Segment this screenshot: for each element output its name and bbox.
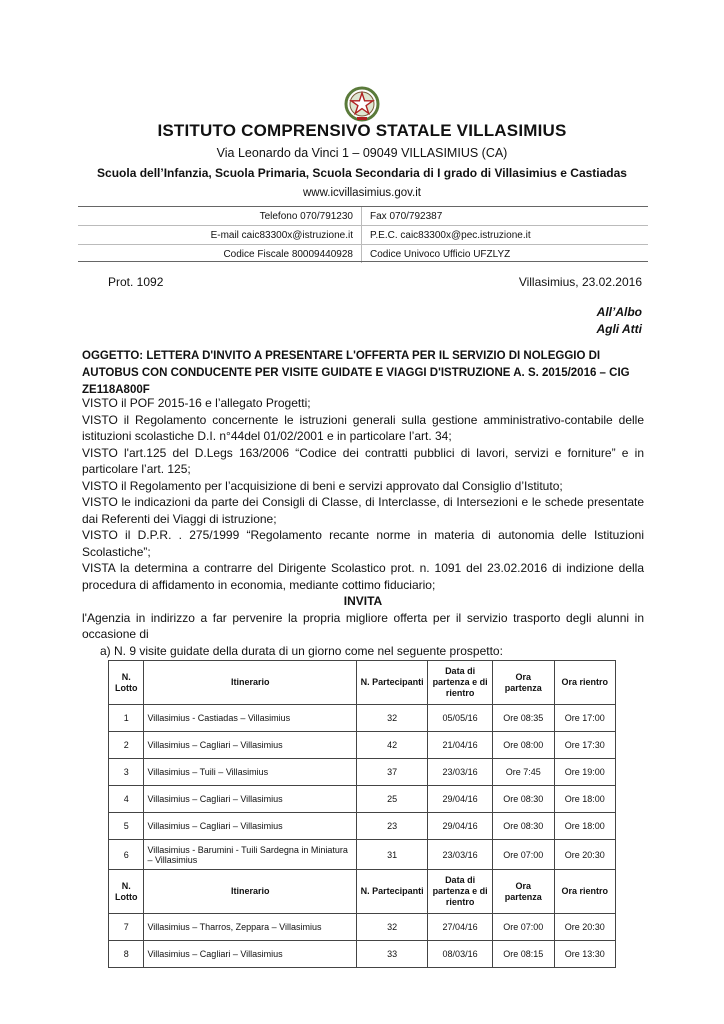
header-data: Data di partenza e di rientro: [428, 870, 493, 914]
cell-ora-rientro: Ore 19:00: [554, 759, 615, 786]
cell-data: 29/04/16: [428, 786, 493, 813]
letter-body: [82, 395, 644, 659]
cell-lotto: 2: [109, 732, 144, 759]
invita-paragraph: l'Agenzia in indirizzo a far pervenire la propria migliore offerta per il servizio trasporto degli alunni in occasione di: [82, 610, 644, 641]
paragraph: VISTO l'art.125 del D.Legs 163/2006 “Codice dei contratti pubblici di lavori, servizi e forniture” e in particolare l’art. 125;: [82, 445, 644, 476]
cell-itinerario: Villasimius – Tuili – Villasimius: [144, 759, 357, 786]
table-row: [109, 840, 616, 870]
cell-ora-partenza: Ore 07:00: [493, 914, 554, 941]
cell-ora-rientro: Ore 18:00: [554, 786, 615, 813]
header-ora-partenza: Ora partenza: [493, 870, 554, 914]
contact-pec[interactable]: P.E.C. caic83300x@pec.istruzione.it: [361, 226, 648, 244]
cell-data: 23/03/16: [428, 759, 493, 786]
header-itinerario: Itinerario: [144, 661, 357, 705]
cell-lotto: 6: [109, 840, 144, 870]
cell-ora-partenza: Ore 08:30: [493, 813, 554, 840]
cell-itinerario: Villasimius - Barumini - Tuili Sardegna in Miniatura – Villasimius: [144, 840, 357, 870]
contact-office-code: Codice Univoco Ufficio UFZLYZ: [361, 245, 648, 263]
contact-fiscal-code: Codice Fiscale 80009440928: [223, 248, 353, 260]
paragraph: VISTA la determina a contrarre del Dirigente Scolastico prot. n. 1091 del 23.02.2016 di indizione della procedura di affidamento in economia, mediante cottimo fiduciario;: [82, 561, 644, 592]
cell-lotto: 1: [109, 705, 144, 732]
table-row: [109, 941, 616, 968]
table-row: [109, 813, 616, 840]
contact-row: [78, 226, 648, 245]
cell-itinerario: Villasimius – Cagliari – Villasimius: [144, 786, 357, 813]
cell-data: 27/04/16: [428, 914, 493, 941]
paragraph: VISTO il Regolamento concernente le istruzioni generali sulla gestione amministrativo-contabile delle istituzioni scolastiche D.I. n°44del 01/02/2001 e in particolare l’art. 34;: [82, 412, 644, 443]
cell-ora-partenza: Ore 08:15: [493, 941, 554, 968]
trips-table: [108, 660, 616, 968]
cell-lotto: 3: [109, 759, 144, 786]
paragraph: VISTO il Regolamento per l’acquisizione di beni e servizi approvato dal Consiglio d’Istituto;: [82, 478, 563, 493]
cell-data: 29/04/16: [428, 813, 493, 840]
recipient-albo: All’Albo: [596, 305, 642, 319]
header-ora-partenza: Ora partenza: [493, 661, 554, 705]
table-header-row: [109, 661, 616, 705]
contact-email[interactable]: E-mail caic83300x@istruzione.it: [210, 229, 353, 241]
cell-itinerario: Villasimius – Cagliari – Villasimius: [144, 941, 357, 968]
institute-schools: Scuola dell’Infanzia, Scuola Primaria, Scuola Secondaria di I grado di Villasimius e Castiadas: [97, 166, 627, 180]
cell-itinerario: Villasimius - Castiadas – Villasimius: [144, 705, 357, 732]
cell-itinerario: Villasimius – Tharros, Zeppara – Villasimius: [144, 914, 357, 941]
cell-partecipanti: 42: [357, 732, 428, 759]
trips-table-body: [109, 661, 616, 968]
table-row: [109, 732, 616, 759]
header-data: Data di partenza e di rientro: [428, 661, 493, 705]
contacts-block: [78, 207, 648, 263]
table-header-row: [109, 870, 616, 914]
cell-partecipanti: 25: [357, 786, 428, 813]
table-row: [109, 914, 616, 941]
cell-lotto: 5: [109, 813, 144, 840]
paragraph: VISTO le indicazioni da parte dei Consigli di Classe, di Interclasse, di Intersezioni e le schede presentate dai Referenti dei Viaggi di istruzione;: [82, 495, 644, 526]
header-ora-rientro: Ora rientro: [554, 661, 615, 705]
institute-name: ISTITUTO COMPRENSIVO STATALE VILLASIMIUS: [157, 121, 567, 140]
cell-lotto: 4: [109, 786, 144, 813]
place-date: Villasimius, 23.02.2016: [518, 275, 642, 289]
cell-ora-partenza: Ore 08:30: [493, 786, 554, 813]
institute-website[interactable]: www.icvillasimius.gov.it: [302, 187, 421, 199]
header-lotto: N. Lotto: [109, 661, 144, 705]
cell-data: 05/05/16: [428, 705, 493, 732]
recipient-atti: Agli Atti: [596, 322, 642, 336]
cell-data: 08/03/16: [428, 941, 493, 968]
paragraph: VISTO il D.P.R. . 275/1999 “Regolamento recante norme in materia di autonomia delle Istituzioni Scolastiche”;: [82, 528, 644, 559]
italian-republic-emblem-icon: [344, 86, 380, 122]
cell-ora-partenza: Ore 08:00: [493, 732, 554, 759]
cell-itinerario: Villasimius – Cagliari – Villasimius: [144, 813, 357, 840]
header-partecipanti: N. Partecipanti: [357, 661, 428, 705]
protocol-number: Prot. 1092: [108, 275, 164, 289]
cell-ora-partenza: Ore 07:00: [493, 840, 554, 870]
contact-phone: Telefono 070/791230: [259, 210, 353, 222]
contacts-divider: [78, 261, 648, 262]
table-row: [109, 705, 616, 732]
cell-ora-rientro: Ore 17:30: [554, 732, 615, 759]
contact-row: [78, 207, 648, 226]
cell-ora-partenza: Ore 7:45: [493, 759, 554, 786]
cell-data: 23/03/16: [428, 840, 493, 870]
cell-ora-rientro: Ore 20:30: [554, 840, 615, 870]
letter-subject: OGGETTO: LETTERA D'INVITO A PRESENTARE L'OFFERTA PER IL SERVIZIO DI NOLEGGIO DI AUTOBUS CON CONDUCENTE PER VISITE GUIDATE E VIAGGI D'ISTRUZIONE A. S. 2015/2016 – CIG ZE118A800F: [82, 350, 630, 396]
table-row: [109, 786, 616, 813]
list-item-a: a) N. 9 visite guidate della durata di un giorno come nel seguente prospetto:: [100, 643, 503, 658]
cell-ora-rientro: Ore 13:30: [554, 941, 615, 968]
cell-partecipanti: 32: [357, 705, 428, 732]
table-row: [109, 759, 616, 786]
header-ora-rientro: Ora rientro: [554, 870, 615, 914]
cell-data: 21/04/16: [428, 732, 493, 759]
cell-partecipanti: 32: [357, 914, 428, 941]
cell-lotto: 7: [109, 914, 144, 941]
contact-fax: Fax 070/792387: [361, 207, 648, 225]
cell-ora-partenza: Ore 08:35: [493, 705, 554, 732]
header-partecipanti: N. Partecipanti: [357, 870, 428, 914]
cell-partecipanti: 37: [357, 759, 428, 786]
paragraph: VISTO il POF 2015-16 e l’allegato Progetti;: [82, 396, 311, 410]
cell-lotto: 8: [109, 941, 144, 968]
institute-address: Via Leonardo da Vinci 1 – 09049 VILLASIMIUS (CA): [216, 146, 508, 160]
cell-itinerario: Villasimius – Cagliari – Villasimius: [144, 732, 357, 759]
header-lotto: N. Lotto: [109, 870, 144, 914]
cell-ora-rientro: Ore 18:00: [554, 813, 615, 840]
header-itinerario: Itinerario: [144, 870, 357, 914]
invita-heading: INVITA: [343, 594, 383, 608]
cell-ora-rientro: Ore 17:00: [554, 705, 615, 732]
cell-partecipanti: 33: [357, 941, 428, 968]
cell-partecipanti: 31: [357, 840, 428, 870]
cell-partecipanti: 23: [357, 813, 428, 840]
cell-ora-rientro: Ore 20:30: [554, 914, 615, 941]
